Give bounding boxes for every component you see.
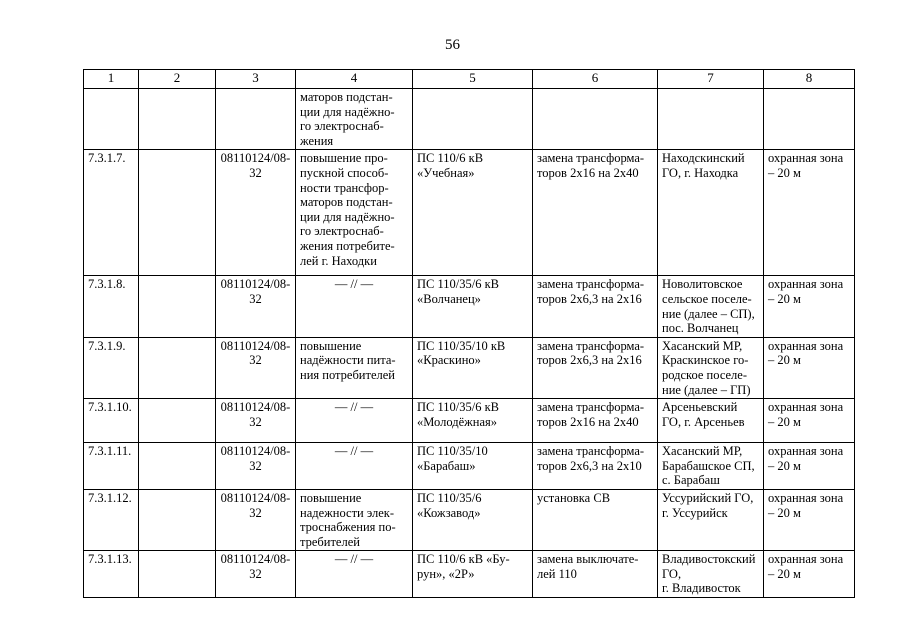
cell-text-line: торов 2х6,3 на 2х10 [537, 458, 642, 473]
cell-text-line: повышение про- [300, 151, 388, 166]
cell-text-line: ния потребителей [300, 367, 395, 382]
table-header-row [84, 70, 855, 89]
work-cell [533, 551, 658, 598]
cell-text-line: Арсеньевский [662, 400, 738, 415]
cell-text-line: замена трансформа- [537, 338, 645, 353]
cell-text-line: – 20 м [768, 458, 801, 473]
cell-text-line: требителей [300, 534, 360, 549]
cell-text-line: троснабжения по- [300, 520, 396, 535]
cell-text-line: 7.3.1.8. [88, 277, 126, 292]
purpose-cell [296, 489, 413, 550]
cell-text-line: 08110124/08- [220, 400, 291, 415]
work-cell [533, 276, 658, 337]
cell-text-line: 08110124/08- [220, 277, 291, 292]
cell-text-line: родское поселе- [662, 367, 748, 382]
cell-text-line: – 20 м [768, 566, 801, 581]
table-row [84, 489, 855, 550]
code-cell [216, 276, 296, 337]
substation-cell [413, 276, 533, 337]
location-cell [658, 337, 764, 398]
infrastructure-table [83, 69, 855, 598]
zone-cell [764, 399, 855, 443]
item-number-cell [84, 399, 139, 443]
code-cell [216, 443, 296, 490]
column-2-cell [139, 489, 216, 550]
code-cell [216, 150, 296, 276]
substation-cell [413, 399, 533, 443]
cell-text-line: 08110124/08- [220, 444, 291, 459]
work-cell [533, 489, 658, 550]
cell-text-line: 08110124/08- [220, 490, 291, 505]
cell-text-line: надежности элек- [300, 505, 395, 520]
cell-text-line: 32 [249, 291, 262, 306]
cell-text-line: Владивостокский [662, 552, 756, 567]
cell-text-line: «Волчанец» [417, 291, 481, 306]
cell-text-line: жения [300, 133, 334, 148]
cell-text-line: торов 2х16 на 2х40 [537, 165, 639, 180]
cell-text-line: – 20 м [768, 505, 801, 520]
location-cell [658, 276, 764, 337]
cell-text-line: 32 [249, 458, 262, 473]
cell-text-line: ПС 110/35/6 кВ [417, 400, 500, 415]
cell-text-line: г. Уссурийск [662, 505, 728, 520]
cell-text-line: 7.3.1.9. [88, 338, 126, 353]
cell-text-line: Находскинский [662, 151, 745, 166]
cell-text-line: «Краскино» [417, 353, 481, 368]
cell-text-line: замена трансформа- [537, 277, 645, 292]
table-row [84, 337, 855, 398]
cell-text-line: ПС 110/35/6 кВ [417, 277, 500, 292]
column-2-cell [139, 150, 216, 276]
zone-cell [764, 489, 855, 550]
column-header: 4 [296, 70, 413, 89]
cell-text-line: ГО, [662, 566, 682, 581]
cell-text-line: лей 110 [537, 566, 577, 581]
purpose-cell [296, 551, 413, 598]
cell-text-line: повышение [300, 338, 362, 353]
cell-text-line: ции для надёжно- [300, 104, 395, 119]
cell-text-line: – 20 м [768, 165, 801, 180]
cell-text-line: охранная зона [768, 151, 844, 166]
cell-text-line: ПС 110/35/10 кВ [417, 338, 506, 353]
work-cell [533, 443, 658, 490]
cell-text-line: жения потребите- [300, 238, 395, 253]
cell-text-line: — // — [334, 552, 374, 567]
cell-text-line: ГО, г. Находка [662, 165, 739, 180]
cell-text-line: 7.3.1.12. [88, 490, 132, 505]
column-header: 8 [764, 70, 855, 89]
zone-cell [764, 89, 855, 150]
zone-cell [764, 276, 855, 337]
cell-text-line: ПС 110/6 кВ «Бу- [417, 552, 510, 567]
column-header: 5 [413, 70, 533, 89]
purpose-cell [296, 150, 413, 276]
cell-text-line: 32 [249, 566, 262, 581]
column-header: 7 [658, 70, 764, 89]
item-number-cell [84, 150, 139, 276]
column-header: 2 [139, 70, 216, 89]
zone-cell [764, 150, 855, 276]
cell-text-line: лей г. Находки [300, 253, 377, 268]
zone-cell [764, 337, 855, 398]
cell-text-line: Хасанский МР, [662, 444, 743, 459]
cell-text-line: 32 [249, 505, 262, 520]
table-row [84, 276, 855, 337]
cell-text-line: замена трансформа- [537, 400, 645, 415]
cell-text-line: г. Владивосток [662, 581, 741, 596]
location-cell [658, 89, 764, 150]
work-cell [533, 337, 658, 398]
cell-text-line: Барабашское СП, [662, 458, 755, 473]
purpose-cell [296, 399, 413, 443]
column-2-cell [139, 337, 216, 398]
substation-cell [413, 443, 533, 490]
cell-text-line: сельское поселе- [662, 291, 752, 306]
cell-text-line: – 20 м [768, 291, 801, 306]
cell-text-line: пускной способ- [300, 165, 389, 180]
column-2-cell [139, 89, 216, 150]
cell-text-line: рун», «2Р» [417, 566, 475, 581]
substation-cell [413, 489, 533, 550]
cell-text-line: торов 2х16 на 2х40 [537, 414, 639, 429]
cell-text-line: го электроснаб- [300, 119, 384, 134]
cell-text-line: охранная зона [768, 338, 844, 353]
location-cell [658, 399, 764, 443]
table-row [84, 443, 855, 490]
cell-text-line: Уссурийский ГО, [662, 490, 754, 505]
column-2-cell [139, 276, 216, 337]
cell-text-line: ние (далее – ГП) [662, 382, 751, 397]
code-cell [216, 89, 296, 150]
substation-cell [413, 89, 533, 150]
purpose-cell [296, 276, 413, 337]
cell-text-line: ние (далее – СП), [662, 306, 755, 321]
cell-text-line: – 20 м [768, 353, 801, 368]
cell-text-line: — // — [334, 277, 374, 292]
table-row [84, 551, 855, 598]
code-cell [216, 337, 296, 398]
column-header: 1 [84, 70, 139, 89]
cell-text-line: замена трансформа- [537, 151, 645, 166]
cell-text-line: «Барабаш» [417, 458, 476, 473]
cell-text-line: Хасанский МР, [662, 338, 743, 353]
substation-cell [413, 337, 533, 398]
cell-text-line: маторов подстан- [300, 90, 393, 104]
cell-text-line: «Молодёжная» [417, 414, 498, 429]
table-row [84, 150, 855, 276]
purpose-cell [296, 337, 413, 398]
cell-text-line: ПС 110/6 кВ [417, 151, 484, 166]
work-cell [533, 89, 658, 150]
purpose-cell [296, 89, 413, 150]
code-cell [216, 399, 296, 443]
cell-text-line: 7.3.1.7. [88, 151, 126, 166]
work-cell [533, 399, 658, 443]
zone-cell [764, 443, 855, 490]
table-row [84, 89, 855, 150]
cell-text-line: 32 [249, 165, 262, 180]
cell-text-line: 7.3.1.10. [88, 400, 132, 415]
location-cell [658, 443, 764, 490]
cell-text-line: «Учебная» [417, 165, 475, 180]
zone-cell [764, 551, 855, 598]
cell-text-line: Новолитовское [662, 277, 743, 292]
cell-text-line: ции для надёжно- [300, 209, 395, 224]
cell-text-line: торов 2х6,3 на 2х16 [537, 291, 642, 306]
cell-text-line: повышение [300, 490, 362, 505]
cell-text-line: 08110124/08- [220, 151, 291, 166]
code-cell [216, 551, 296, 598]
page-number: 56 [445, 37, 460, 53]
item-number-cell [84, 551, 139, 598]
cell-text-line: замена выключате- [537, 552, 639, 567]
substation-cell [413, 150, 533, 276]
cell-text-line: замена трансформа- [537, 444, 645, 459]
cell-text-line: – 20 м [768, 414, 801, 429]
substation-cell [413, 551, 533, 598]
column-2-cell [139, 399, 216, 443]
column-header: 3 [216, 70, 296, 89]
cell-text-line: с. Барабаш [662, 473, 720, 488]
cell-text-line: 7.3.1.11. [88, 444, 132, 459]
work-cell [533, 150, 658, 276]
cell-text-line: 08110124/08- [220, 552, 291, 567]
cell-text-line: 08110124/08- [220, 338, 291, 353]
cell-text-line: установка СВ [537, 490, 611, 505]
cell-text-line: пос. Волчанец [662, 321, 739, 336]
cell-text-line: 32 [249, 353, 262, 368]
location-cell [658, 551, 764, 598]
cell-text-line: ности трансфор- [300, 180, 389, 195]
item-number-cell [84, 276, 139, 337]
cell-text-line: 32 [249, 414, 262, 429]
cell-text-line: охранная зона [768, 400, 844, 415]
item-number-cell [84, 489, 139, 550]
item-number-cell [84, 89, 139, 150]
column-header: 6 [533, 70, 658, 89]
column-2-cell [139, 551, 216, 598]
code-cell [216, 489, 296, 550]
column-2-cell [139, 443, 216, 490]
cell-text-line: маторов подстан- [300, 195, 393, 210]
location-cell [658, 489, 764, 550]
cell-text-line: ГО, г. Арсеньев [662, 414, 745, 429]
cell-text-line: охранная зона [768, 552, 844, 567]
item-number-cell [84, 443, 139, 490]
cell-text-line: охранная зона [768, 490, 844, 505]
cell-text-line: торов 2х6,3 на 2х16 [537, 353, 642, 368]
cell-text-line: ПС 110/35/10 [417, 444, 488, 459]
cell-text-line: охранная зона [768, 444, 844, 459]
item-number-cell [84, 337, 139, 398]
table-row [84, 399, 855, 443]
cell-text-line: надёжности пита- [300, 353, 396, 368]
cell-text-line: — // — [334, 400, 374, 415]
cell-text-line: ПС 110/35/6 [417, 490, 482, 505]
purpose-cell [296, 443, 413, 490]
cell-text-line: 7.3.1.13. [88, 552, 132, 567]
cell-text-line: охранная зона [768, 277, 844, 292]
cell-text-line: — // — [334, 444, 374, 459]
cell-text-line: го электроснаб- [300, 224, 384, 239]
location-cell [658, 150, 764, 276]
cell-text-line: Краскинское го- [662, 353, 749, 368]
cell-text-line: «Кожзавод» [417, 505, 481, 520]
